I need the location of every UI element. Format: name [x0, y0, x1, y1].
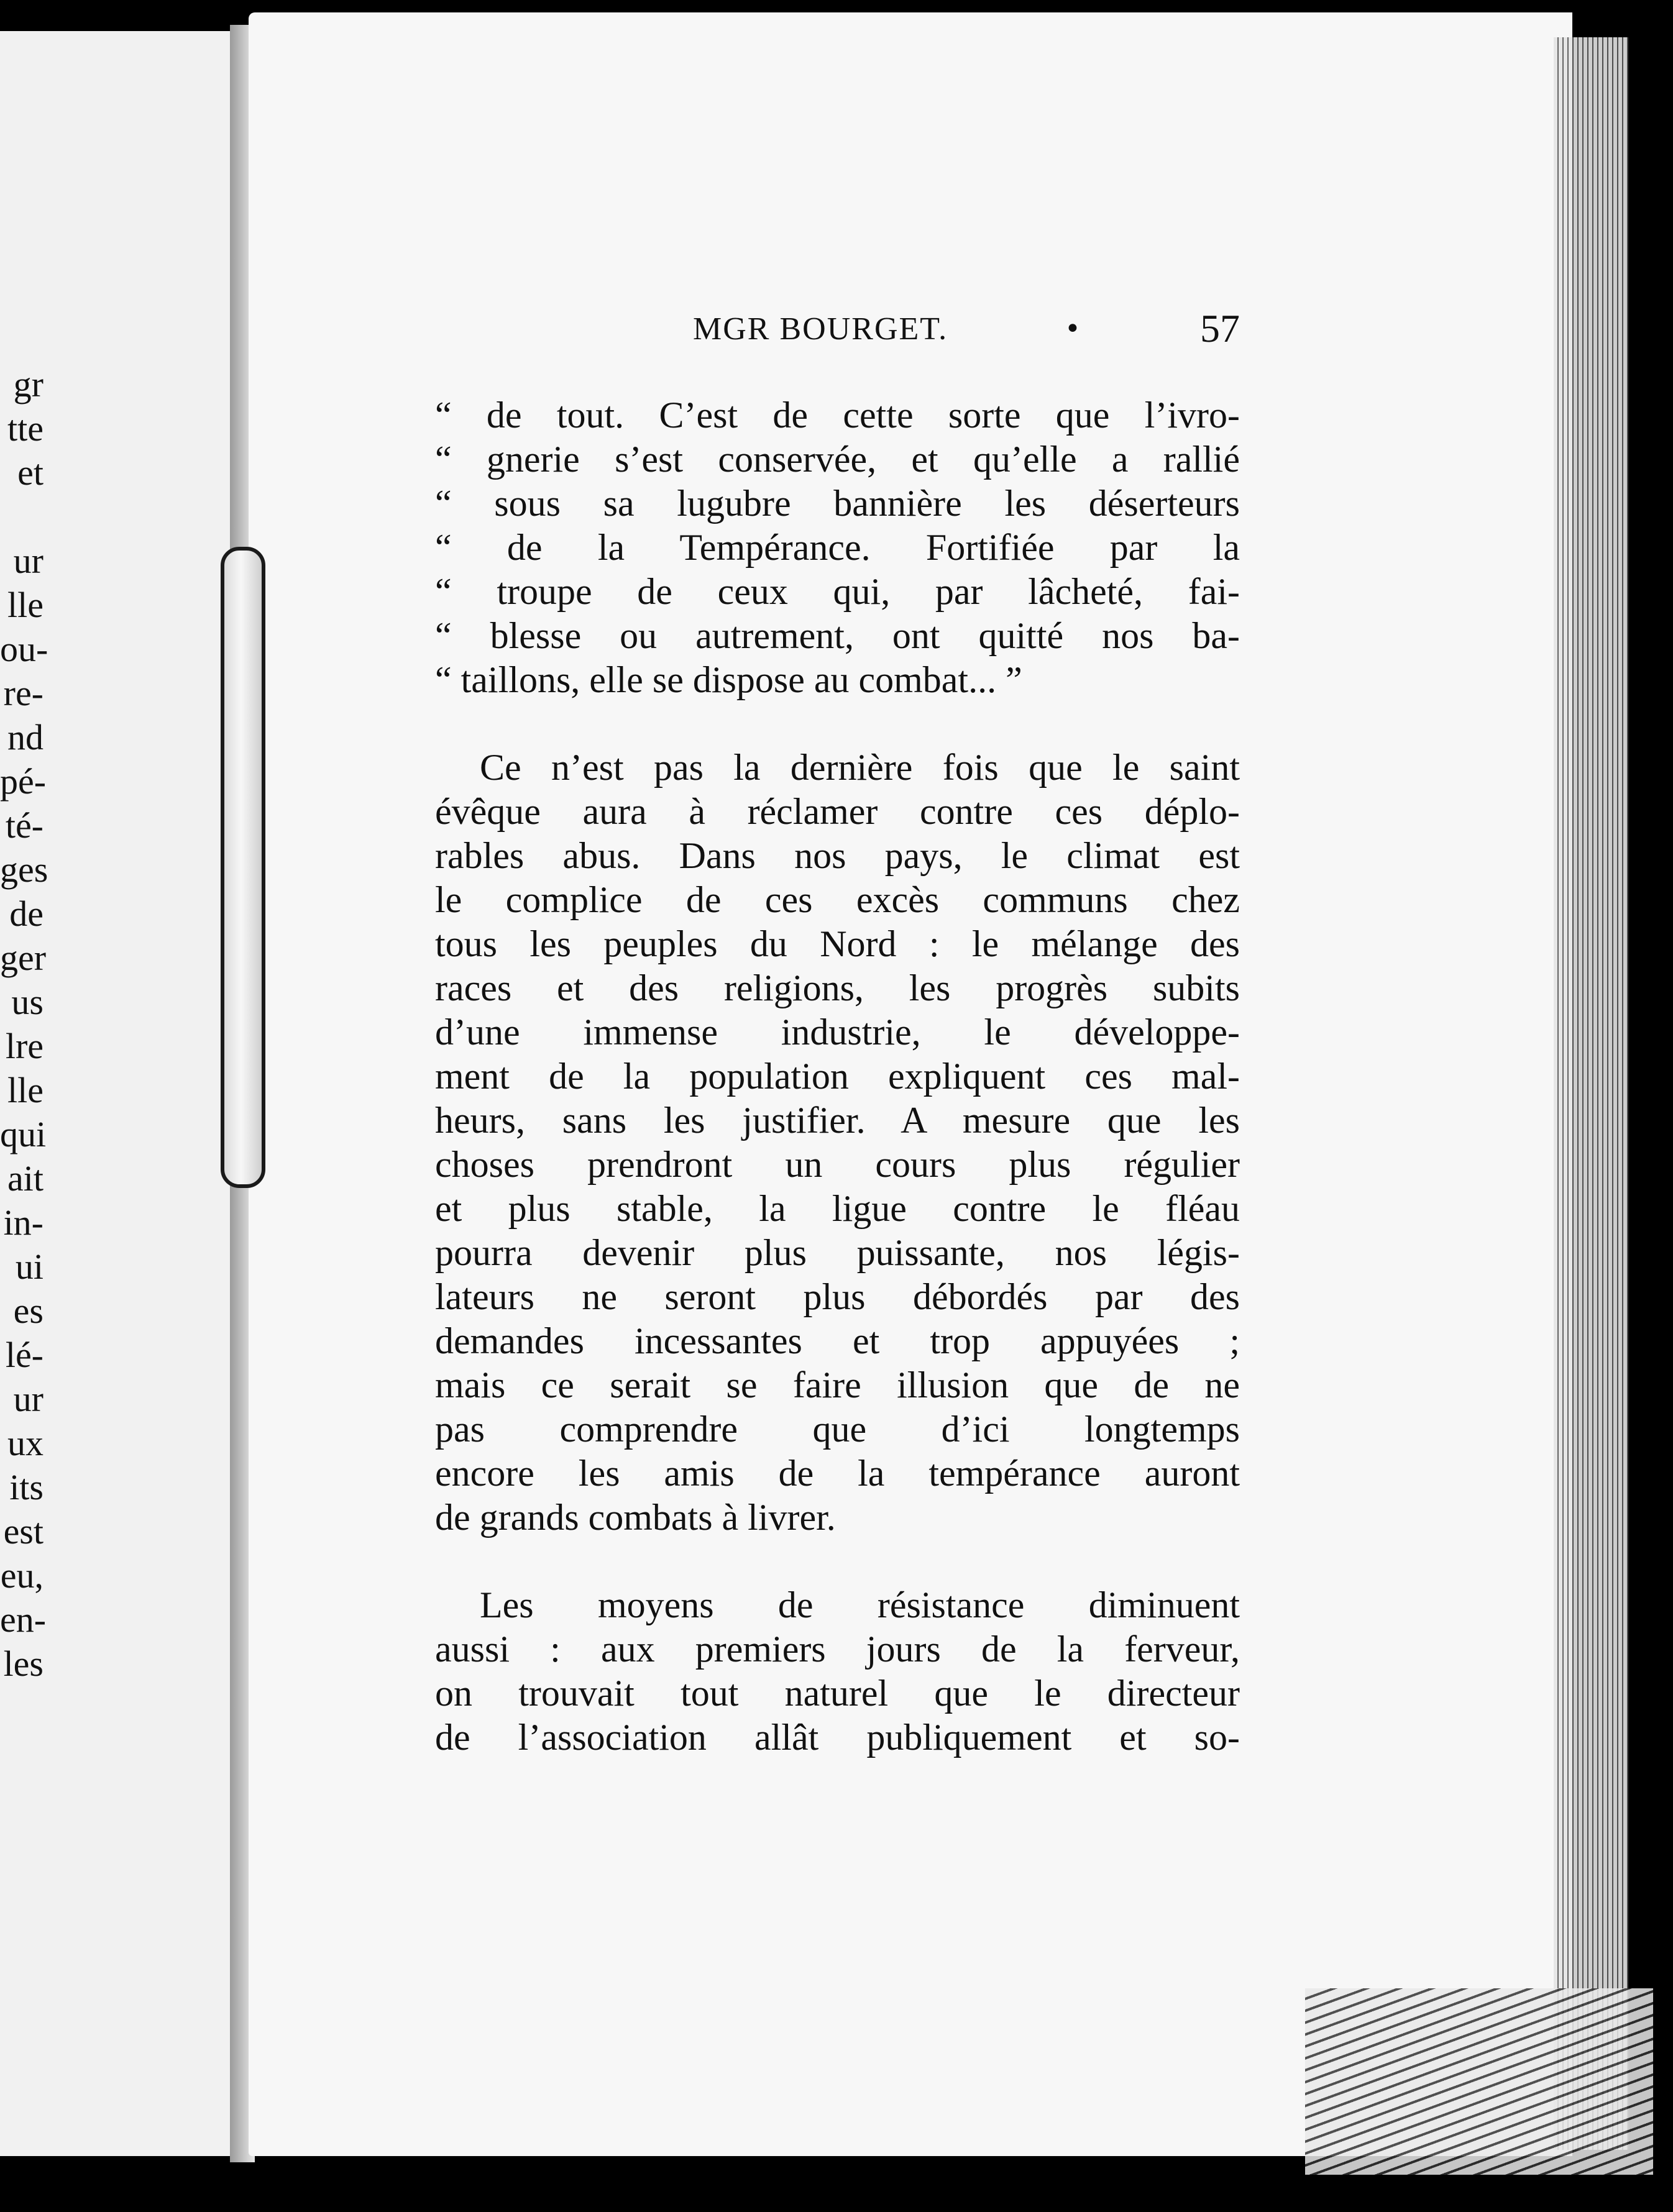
paragraph-line: on trouvait tout naturel que le directeur: [435, 1673, 1240, 1714]
previous-page-line-fragment: ait: [7, 1158, 44, 1199]
previous-page-line-fragment: es: [13, 1291, 44, 1331]
previous-page-line-fragment: té-: [5, 805, 44, 846]
quote-line: “ gnerie s’est conservée, et qu’elle a rallié: [435, 439, 1240, 480]
paragraph-line: mais ce serait se faire illusion que de ne: [435, 1364, 1240, 1405]
paragraph-line: tous les peuples du Nord : le mélange des: [435, 923, 1240, 964]
previous-page-line-fragment: en-: [0, 1599, 47, 1640]
paragraph-line: Ce n’est pas la dernière fois que le saint: [480, 747, 1240, 788]
quote-line: “ troupe de ceux qui, par lâcheté, fai-: [435, 571, 1240, 612]
previous-page-line-fragment: in-: [3, 1202, 44, 1243]
paragraph-line: lateurs ne seront plus débordés par des: [435, 1276, 1240, 1317]
previous-page-line-fragment: eu,: [0, 1555, 44, 1596]
paragraph-line: ment de la population expliquent ces mal-: [435, 1056, 1240, 1097]
paragraph-1: [435, 746, 1240, 1540]
paragraph-line: choses prendront un cours plus régulier: [435, 1144, 1240, 1185]
page-edges: [1554, 37, 1628, 2150]
previous-page-line-fragment: ou-: [0, 629, 48, 669]
paragraph-line: encore les amis de la tempérance auront: [435, 1453, 1240, 1494]
previous-page-line-fragment: nd: [7, 717, 44, 757]
previous-page-line-fragment: les: [3, 1643, 44, 1684]
paragraph-2: [435, 1583, 1240, 1760]
previous-page-line-fragment: ur: [13, 541, 44, 581]
paragraph-line: races et des religions, les progrès subits: [435, 967, 1240, 1008]
previous-page-line-fragment: lé-: [5, 1335, 44, 1375]
paragraph-line: d’une immense industrie, le développe-: [435, 1012, 1240, 1053]
paragraph-line: aussi : aux premiers jours de la ferveur,: [435, 1629, 1240, 1670]
quote-line: “ de tout. C’est de cette sorte que l’ivro-: [435, 395, 1240, 436]
previous-page-line-fragment: re-: [3, 673, 44, 713]
quote-line: “ blesse ou autrement, ont quitté nos ba-: [435, 615, 1240, 656]
previous-page-line-fragment: us: [11, 982, 44, 1022]
binding-thread: [221, 547, 265, 1188]
previous-page-line-fragment: ges: [0, 849, 48, 890]
previous-page-line-fragment: qui: [0, 1114, 47, 1154]
running-head: [693, 306, 1240, 349]
paragraph-line: et plus stable, la ligue contre le fléau: [435, 1188, 1240, 1229]
quote-line: “ taillons, elle se dispose au combat... ”: [435, 659, 1022, 700]
previous-page-line-fragment: ux: [7, 1423, 44, 1463]
previous-page-fragment: [0, 31, 232, 2156]
page-number: 57: [1200, 306, 1240, 350]
ornament-dot: •: [1065, 313, 1081, 345]
previous-page-line-fragment: tte: [7, 408, 44, 449]
paragraph-line: demandes incessantes et trop appuyées ;: [435, 1320, 1240, 1361]
paragraph-line: de grands combats à livrer.: [435, 1497, 836, 1538]
previous-page-line-fragment: lre: [5, 1026, 44, 1066]
quote-line: “ de la Tempérance. Fortifiée par la: [435, 527, 1240, 568]
paragraph-line: de l’association allât publiquement et so-: [435, 1717, 1240, 1758]
previous-page-line-fragment: ur: [13, 1379, 44, 1419]
previous-page-line-fragment: et: [17, 452, 44, 493]
quote-line: “ sous sa lugubre bannière les déserteurs: [435, 483, 1240, 524]
previous-page-line-fragment: its: [9, 1467, 44, 1507]
paragraph-line: évêque aura à réclamer contre ces déplo-: [435, 791, 1240, 832]
paragraph-line: rables abus. Dans nos pays, le climat est: [435, 835, 1240, 876]
paragraph-line: le complice de ces excès communs chez: [435, 879, 1240, 920]
previous-page-line-fragment: de: [9, 893, 44, 934]
paragraph-line: pourra devenir plus puissante, nos légis-: [435, 1232, 1240, 1273]
previous-page-line-fragment: lle: [7, 585, 44, 625]
paragraph-line: pas comprendre que d’ici longtemps: [435, 1409, 1240, 1450]
previous-page-line-fragment: est: [3, 1511, 44, 1552]
frayed-page-corner: [1305, 1988, 1653, 2175]
previous-page-line-fragment: lle: [7, 1070, 44, 1110]
previous-page-line-fragment: gr: [13, 364, 44, 404]
paragraph-line: heurs, sans les justifier. A mesure que les: [435, 1100, 1240, 1141]
previous-page-line-fragment: pé-: [0, 761, 47, 802]
running-title: MGR BOURGET.: [693, 311, 948, 347]
previous-page-line-fragment: ui: [15, 1246, 44, 1287]
quotation-block: [435, 393, 1240, 702]
previous-page-line-fragment: ger: [0, 938, 47, 978]
paragraph-line: Les moyens de résistance diminuent: [480, 1584, 1240, 1625]
